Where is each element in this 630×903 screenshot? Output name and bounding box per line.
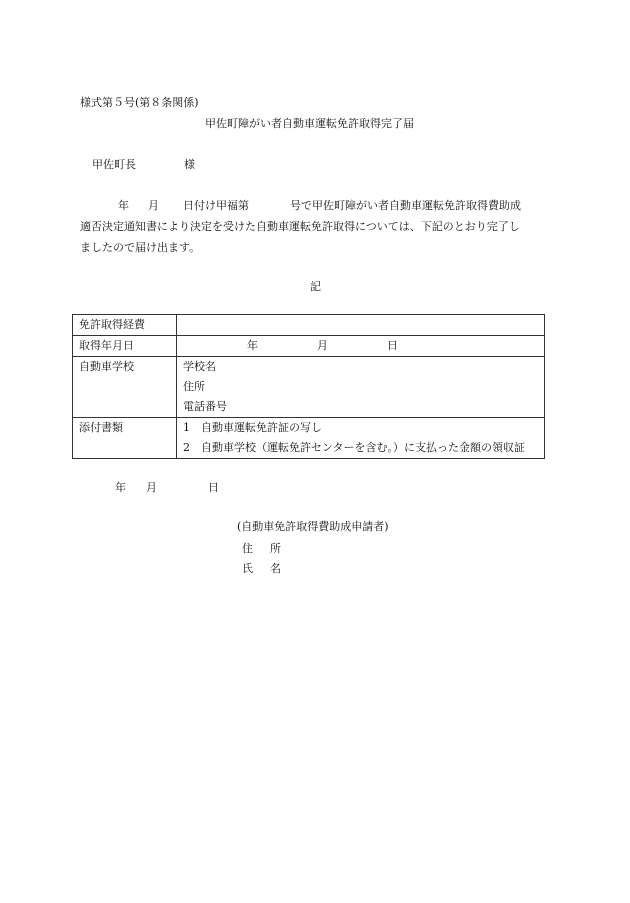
body-date-label: 日付け甲福第 <box>183 199 249 212</box>
row-label-license-cost: 免許取得経費 <box>73 315 177 336</box>
body-line-2: 適否決定通知書により決定を受けた自動車運転免許取得については、下記のとおり完了し <box>80 220 520 233</box>
attachment-item-2: 2 自動車学校（運転免許センターを含む。）に支払った金額の領収証 <box>183 441 526 454</box>
acquisition-day-label: 日 <box>387 339 398 352</box>
applicant-heading: (自動車免許取得費助成申請者) <box>237 520 389 533</box>
ki-heading: 記 <box>310 280 321 293</box>
school-name-label: 学校名 <box>183 360 216 373</box>
acquisition-date-cell <box>177 336 545 357</box>
table-row <box>73 336 545 357</box>
attachment-item-1: 1 自動車運転免許証の写し <box>183 421 322 434</box>
document-title: 甲佐町障がい者自動車運転免許取得完了届 <box>205 117 414 130</box>
addressee-name: 甲佐町長 <box>92 158 136 171</box>
body-line-3: ましたので届け出ます。 <box>80 241 201 254</box>
school-address-label: 住所 <box>183 380 205 393</box>
table-row <box>73 357 545 418</box>
acquisition-year-label: 年 <box>247 339 258 352</box>
submission-month-label: 月 <box>146 481 157 494</box>
table-row <box>73 315 545 336</box>
row-label-driving-school: 自動車学校 <box>73 357 177 418</box>
addressee-honorific: 様 <box>184 158 195 171</box>
school-phone-label: 電話番号 <box>183 400 227 413</box>
body-year-label: 年 <box>118 199 129 212</box>
acquisition-month-label: 月 <box>317 339 328 352</box>
submission-day-label: 日 <box>208 481 219 494</box>
row-label-acquisition-date: 取得年月日 <box>73 336 177 357</box>
applicant-address-label: 住所 <box>242 542 298 555</box>
body-line-1-rest: 号で甲佐町障がい者自動車運転免許取得費助成 <box>290 199 521 212</box>
license-cost-value <box>177 315 545 336</box>
submission-year-label: 年 <box>115 481 126 494</box>
details-table <box>72 314 545 459</box>
body-month-label: 月 <box>148 199 159 212</box>
form-number: 様式第５号(第８条関係) <box>80 96 199 109</box>
driving-school-cell <box>177 357 545 418</box>
submission-date <box>115 481 235 495</box>
applicant-name-label: 氏名 <box>242 562 298 575</box>
attachments-cell <box>177 418 545 459</box>
row-label-attachments: 添付書類 <box>73 418 177 459</box>
table-row <box>73 418 545 459</box>
